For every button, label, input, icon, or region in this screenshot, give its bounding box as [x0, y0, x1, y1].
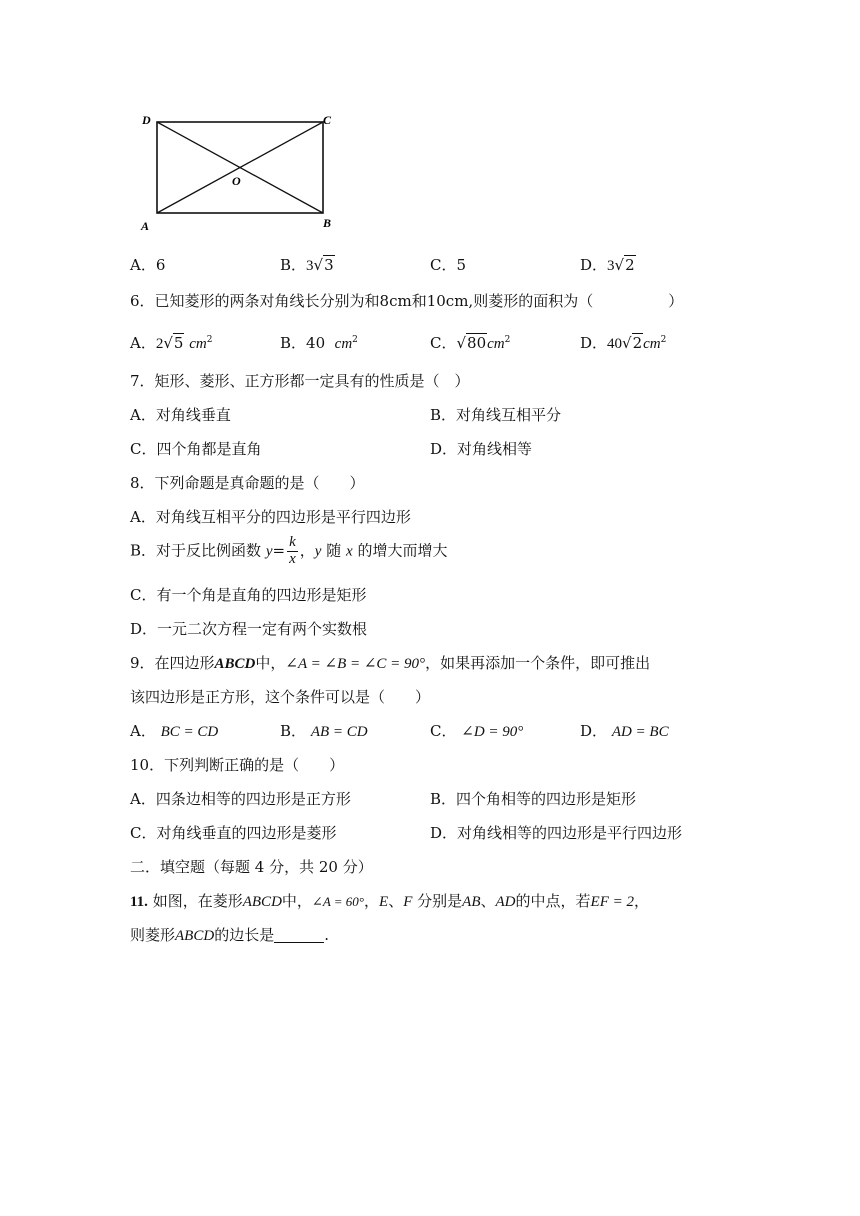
- rectangle-figure: [130, 106, 350, 236]
- q5-option-d: D．3√2: [580, 256, 635, 274]
- q9-stem-line1: 9．在四边形ABCD中，∠A = ∠B = ∠C = 90°，如果再添加一个条件，即可推出: [130, 654, 651, 672]
- q10-option-a: A．四条边相等的四边形是正方形: [130, 790, 351, 808]
- q8-option-a: A．对角线互相平分的四边形是平行四边形: [130, 508, 411, 526]
- q10-option-b: B．四个角相等的四边形是矩形: [430, 790, 637, 808]
- q7-option-a: A．对角线垂直: [130, 406, 231, 424]
- q8-option-d: D．一元二次方程一定有两个实数根: [130, 620, 368, 638]
- q6-stem: 6．已知菱形的两条对角线长分别为和8cm和10cm,则菱形的面积为（ ）: [130, 292, 684, 310]
- q5-option-a: A．6: [130, 256, 166, 274]
- q9-option-b: B． AB = CD: [280, 722, 368, 740]
- vertex-label-c: C: [323, 113, 332, 127]
- q9-option-a: A． BC = CD: [130, 722, 219, 740]
- q6-option-d: D．$40√2cm^2$: [580, 334, 667, 352]
- q10-option-d: D．对角线相等的四边形是平行四边形: [430, 824, 683, 842]
- q10-option-c: C．对角线垂直的四边形是菱形: [130, 824, 337, 842]
- q7-stem: 7．矩形、菱形、正方形都一定具有的性质是（ ）: [130, 372, 470, 390]
- fraction-k-over-x: $\frac{k}{x}$: [289, 534, 296, 567]
- q11-line1: 11. 如图，在菱形ABCD中，∠A = 60°，E、F 分别是AB、AD的中点，若EF = 2，: [130, 892, 649, 910]
- vertex-label-d: D: [142, 113, 151, 127]
- q6-option-c: C．$√80cm^2$: [430, 334, 511, 352]
- q11-line2: 则菱形ABCD的边长是 .: [130, 926, 329, 944]
- q9-option-c: C． ∠D = 90°: [430, 722, 524, 740]
- q8-stem: 8．下列命题是真命题的是（ ）: [130, 474, 365, 492]
- q7-option-c: C．四个角都是直角: [130, 440, 262, 458]
- q8-option-c: C．有一个角是直角的四边形是矩形: [130, 586, 367, 604]
- q6-option-a: A．2√5 $cm^2$: [130, 334, 213, 352]
- vertex-label-b: B: [323, 216, 332, 230]
- q7-option-b: B．对角线互相平分: [430, 406, 562, 424]
- q7-option-d: D．对角线相等: [430, 440, 533, 458]
- section-title-fill-in: 二．填空题（每题 4 分，共 20 分）: [130, 858, 373, 876]
- q8-option-b: B．对于反比例函数 y= $\frac{k}{x}$ ，y 随 x 的增大而增大: [130, 534, 448, 567]
- center-label-o: O: [232, 174, 241, 188]
- q5-option-b: B．3√3: [280, 256, 334, 274]
- q5-option-c: C．5: [430, 256, 467, 274]
- vertex-label-a: A: [141, 219, 150, 233]
- q9-option-d: D． AD = BC: [580, 722, 669, 740]
- answer-blank[interactable]: [274, 928, 324, 943]
- q9-stem-line2: 该四边形是正方形，这个条件可以是（ ）: [130, 688, 431, 706]
- q10-stem: 10．下列判断正确的是（ ）: [130, 756, 345, 774]
- q6-option-b: B．40 $cm^2$: [280, 334, 358, 352]
